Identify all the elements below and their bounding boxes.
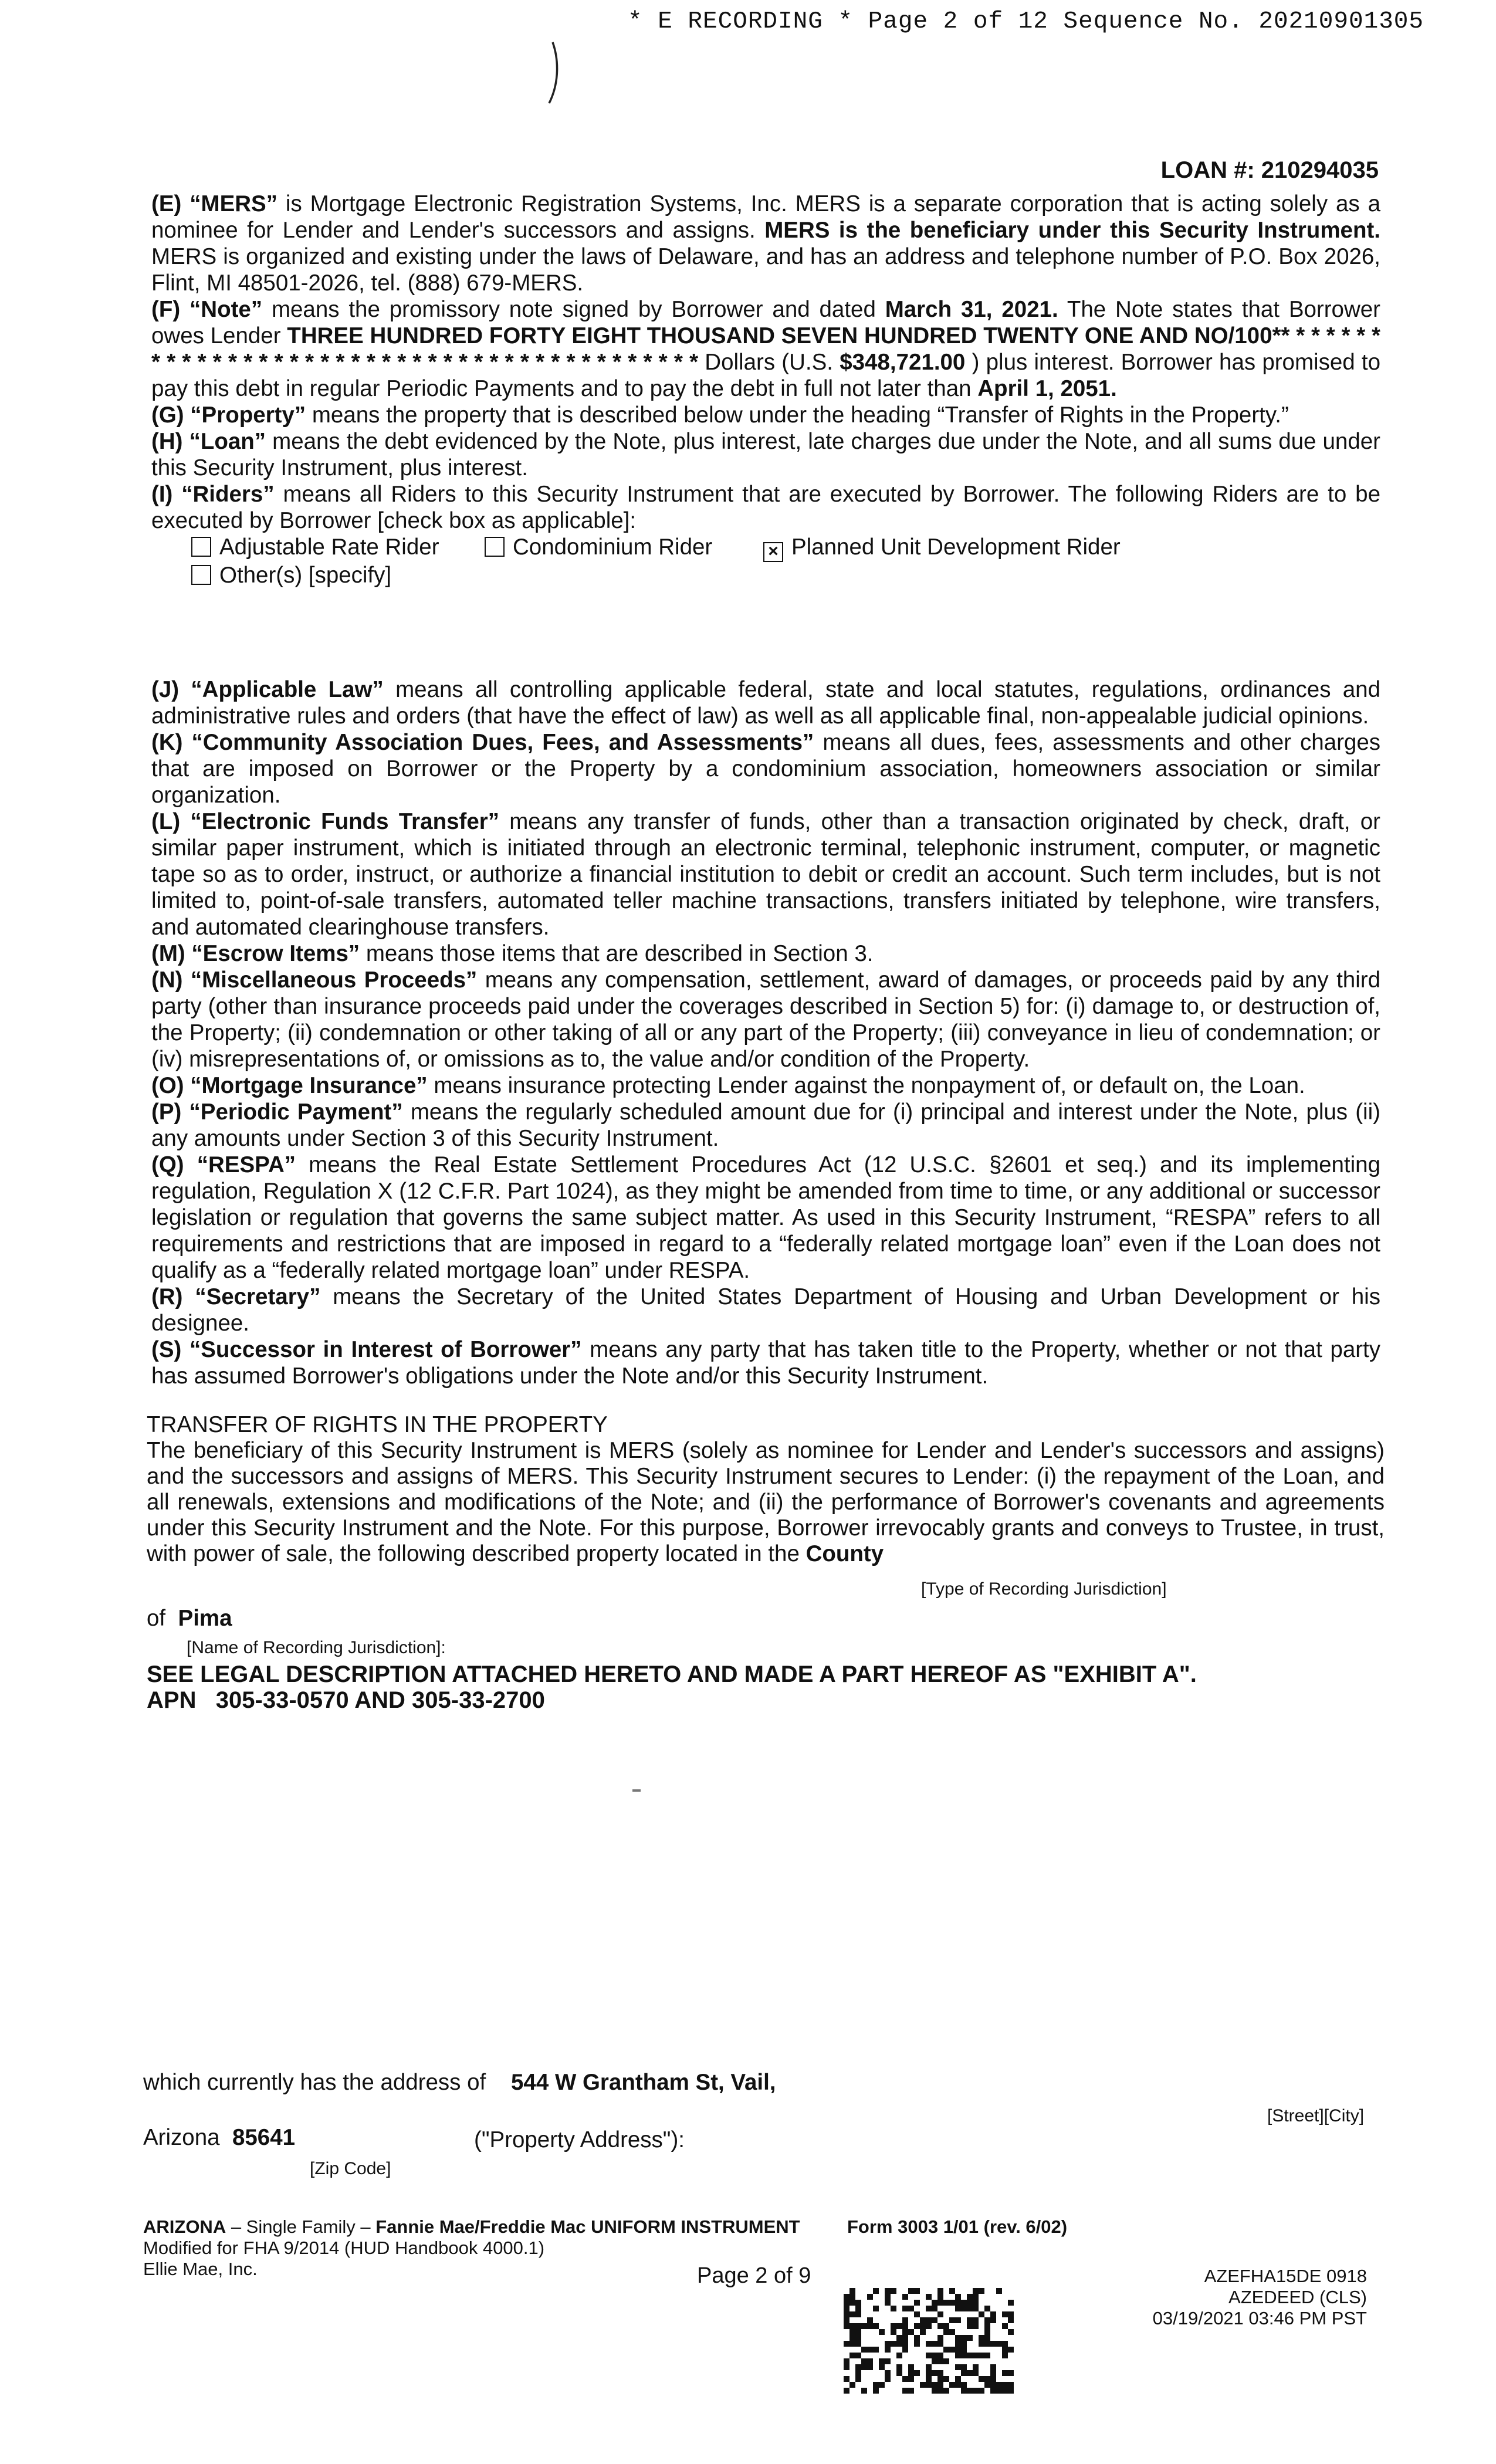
definition-k: (K) “Community Association Dues, Fees, and Assessments” means all dues, fees, assessments and other charges that are imposed on Borrower or the Property by a condominium association, homeowners association or similar organization. <box>151 730 1380 808</box>
note-amount: $348,721.00 <box>840 350 966 375</box>
rider-other: Other(s) [specify] <box>191 562 391 588</box>
form-number: Form 3003 1/01 (rev. 6/02) <box>847 2216 1068 2237</box>
note-amount-words: THREE HUNDRED FORTY EIGHT THOUSAND SEVEN HUNDRED TWENTY ONE AND NO/100* <box>287 323 1281 348</box>
jurisdiction-line: of Pima <box>147 1606 232 1631</box>
definition-m: (M) “Escrow Items” means those items that are described in Section 3. <box>151 941 874 966</box>
definition-g: (G) “Property” means the property that is described below under the heading “Transfer of Rights in the Property.” <box>151 402 1289 428</box>
definition-j: (J) “Applicable Law” means all controlling applicable federal, state and local statutes, regulations, ordinances and administrative rules and orders (that have the effect of law) as well as all applicable final, non-appealable judicial opinions. <box>151 677 1380 729</box>
property-address-label: ("Property Address"): <box>474 2127 685 2152</box>
address-line: which currently has the address of 544 W Grantham St, Vail, <box>143 2070 776 2095</box>
zip-code: 85641 <box>232 2125 296 2150</box>
transfer-paragraph: The beneficiary of this Security Instrument is MERS (solely as nominee for Lender and Lender's successors and assigns) and the successors and assigns of MERS. This Security Instrument secures to Lender: (i) the repayment of the Loan, and all renewals, extensions and modifications of the Note; and (ii) the performance of Borrower's covenants and agreements under this Security Instrument and the Note. For this purpose, Borrower irrevocably grants and conveys to Trustee, in trust, with power of sale, the following described property located in the County <box>147 1438 1385 1566</box>
apn-line: APN 305-33-0570 AND 305-33-2700 <box>147 1687 545 1713</box>
definition-l: (L) “Electronic Funds Transfer” means any transfer of funds, other than a transaction originated by check, draft, or similar paper instrument, which is initiated through an electronic terminal, telephonic instrument, computer, or magnetic tape so as to order, instruct, or authorize a financial institution to debit or credit an account. Such term includes, but is not limited to, point-of-sale transfers, automated teller machine transactions, transfers initiated by telephone, wire transfers, and automated clearinghouse transfers. <box>151 809 1380 940</box>
definition-r: (R) “Secretary” means the Secretary of the United States Department of Housing and Urban Development or his designee. <box>151 1284 1380 1336</box>
other-rider-checkbox[interactable] <box>191 565 211 585</box>
definition-e: (E) “MERS” is Mortgage Electronic Registration Systems, Inc. MERS is a separate corporation that is acting solely as a nominee for Lender and Lender's successors and assigns. MERS is the beneficiary under this Security Instrument. MERS is organized and existing under the laws of Delaware, and has an address and telephone number of P.O. Box 2026, Flint, MI 48501-2026, tel. (888) 679-MERS. <box>151 191 1380 296</box>
recording-header: * E RECORDING * Page 2 of 12 Sequence No. 20210901305 <box>628 8 1424 35</box>
definition-h: (H) “Loan” means the debt evidenced by the Note, plus interest, late charges due under the Note, and all sums due under this Security Instrument, plus interest. <box>151 429 1380 480</box>
street-address: 544 W Grantham St, Vail, <box>511 2070 776 2095</box>
page-number: Page 2 of 9 <box>697 2263 811 2288</box>
note-date: March 31, 2021. <box>885 297 1058 322</box>
condominium-checkbox[interactable] <box>485 537 505 557</box>
loan-number: LOAN #: 210294035 <box>1160 157 1379 183</box>
name-of-jurisdiction-label: [Name of Recording Jurisdiction]: <box>187 1638 446 1657</box>
rider-adjustable: Adjustable Rate Rider <box>191 534 485 560</box>
definition-i: (I) “Riders” means all Riders to this Security Instrument that are executed by Borrower. The following Riders are to be executed by Borrower [check box as applicable]: <box>151 482 1380 533</box>
form-info: ARIZONA – Single Family – Fannie Mae/Freddie Mac UNIFORM INSTRUMENT Modified for FHA 9/2014 (HUD Handbook 4000.1) Ellie Mae, Inc. <box>143 2216 800 2279</box>
zip-code-label: [Zip Code] <box>310 2159 391 2178</box>
definitions-section <box>151 191 1380 1389</box>
definition-o: (O) “Mortgage Insurance” means insurance protecting Lender against the nonpayment of, or default on, the Loan. <box>151 1073 1305 1098</box>
maturity-date: April 1, 2051. <box>977 376 1117 401</box>
transfer-heading: TRANSFER OF RIGHTS IN THE PROPERTY <box>147 1412 608 1437</box>
rider-pud: × Planned Unit Development Rider <box>763 534 1121 562</box>
type-of-jurisdiction-label: [Type of Recording Jurisdiction] <box>921 1579 1167 1599</box>
stray-mark <box>632 1789 641 1792</box>
barcode-icon <box>844 2288 1014 2394</box>
street-city-label: [Street][City] <box>1267 2106 1365 2125</box>
legal-description: SEE LEGAL DESCRIPTION ATTACHED HERETO AND MADE A PART HEREOF AS "EXHIBIT A". APN 305-33-0570 AND 305-33-2700 <box>147 1661 1197 1713</box>
state-zip-line: Arizona 85641 <box>143 2125 296 2150</box>
pen-mark <box>546 41 563 106</box>
adjustable-rate-checkbox[interactable] <box>191 537 211 557</box>
rider-condo: Condominium Rider <box>485 534 763 560</box>
transfer-section <box>147 1412 1385 1567</box>
definition-q: (Q) “RESPA” means the Real Estate Settlement Procedures Act (12 U.S.C. §2601 et seq.) and its implementing regulation, Regulation X (12 C.F.R. Part 1024), as they might be amended from time to time, or any additional or successor legislation or regulation that governs the same subject matter. As used in this Security Instrument, “RESPA” refers to all requirements and restrictions that are imposed in regard to a “federally related mortgage loan” even if the Loan does not qualify as a “federally related mortgage loan” under RESPA. <box>151 1152 1380 1283</box>
definition-p: (P) “Periodic Payment” means the regularly scheduled amount due for (i) principal and interest under the Note, plus (ii) any amounts under Section 3 of this Security Instrument. <box>151 1099 1380 1151</box>
jurisdiction-name: Pima <box>178 1606 232 1631</box>
jurisdiction-type: County <box>805 1541 884 1566</box>
doc-codes: AZEFHA15DE 0918 AZEDEED (CLS) 03/19/2021 03:46 PM PST <box>1152 2266 1367 2328</box>
pud-checkbox[interactable]: × <box>763 542 783 562</box>
definition-f: (F) “Note” means the promissory note signed by Borrower and dated March 31, 2021. The Note states that Borrower owes Lender THREE HUNDRED FORTY EIGHT THOUSAND SEVEN HUNDRED TWENTY ONE AND NO/100** * * * * * * * * * * * * * * * * * * * * * * * * * * * * * * * * * * * * * * * * * * Dollars (U.S. $348,721.00 ) plus interest. Borrower has promised to pay this debt in regular Periodic Payments and to pay the debt in full not later than April 1, 2051. <box>151 297 1380 401</box>
definition-n: (N) “Miscellaneous Proceeds” means any compensation, settlement, award of damages, or proceeds paid by any third party (other than insurance proceeds paid under the coverages described in Section 5) for: (i) damage to, or destruction of, the Property; (ii) condemnation or other taking of all or any part of the Property; (iii) conveyance in lieu of condemnation; or (iv) misrepresentations of, or omissions as to, the value and/or condition of the Property. <box>151 967 1380 1072</box>
definition-s: (S) “Successor in Interest of Borrower” means any party that has taken title to the Property, whether or not that party has assumed Borrower's obligations under the Note and/or this Security Instrument. <box>151 1337 1380 1389</box>
riders-checklist <box>151 534 1380 588</box>
